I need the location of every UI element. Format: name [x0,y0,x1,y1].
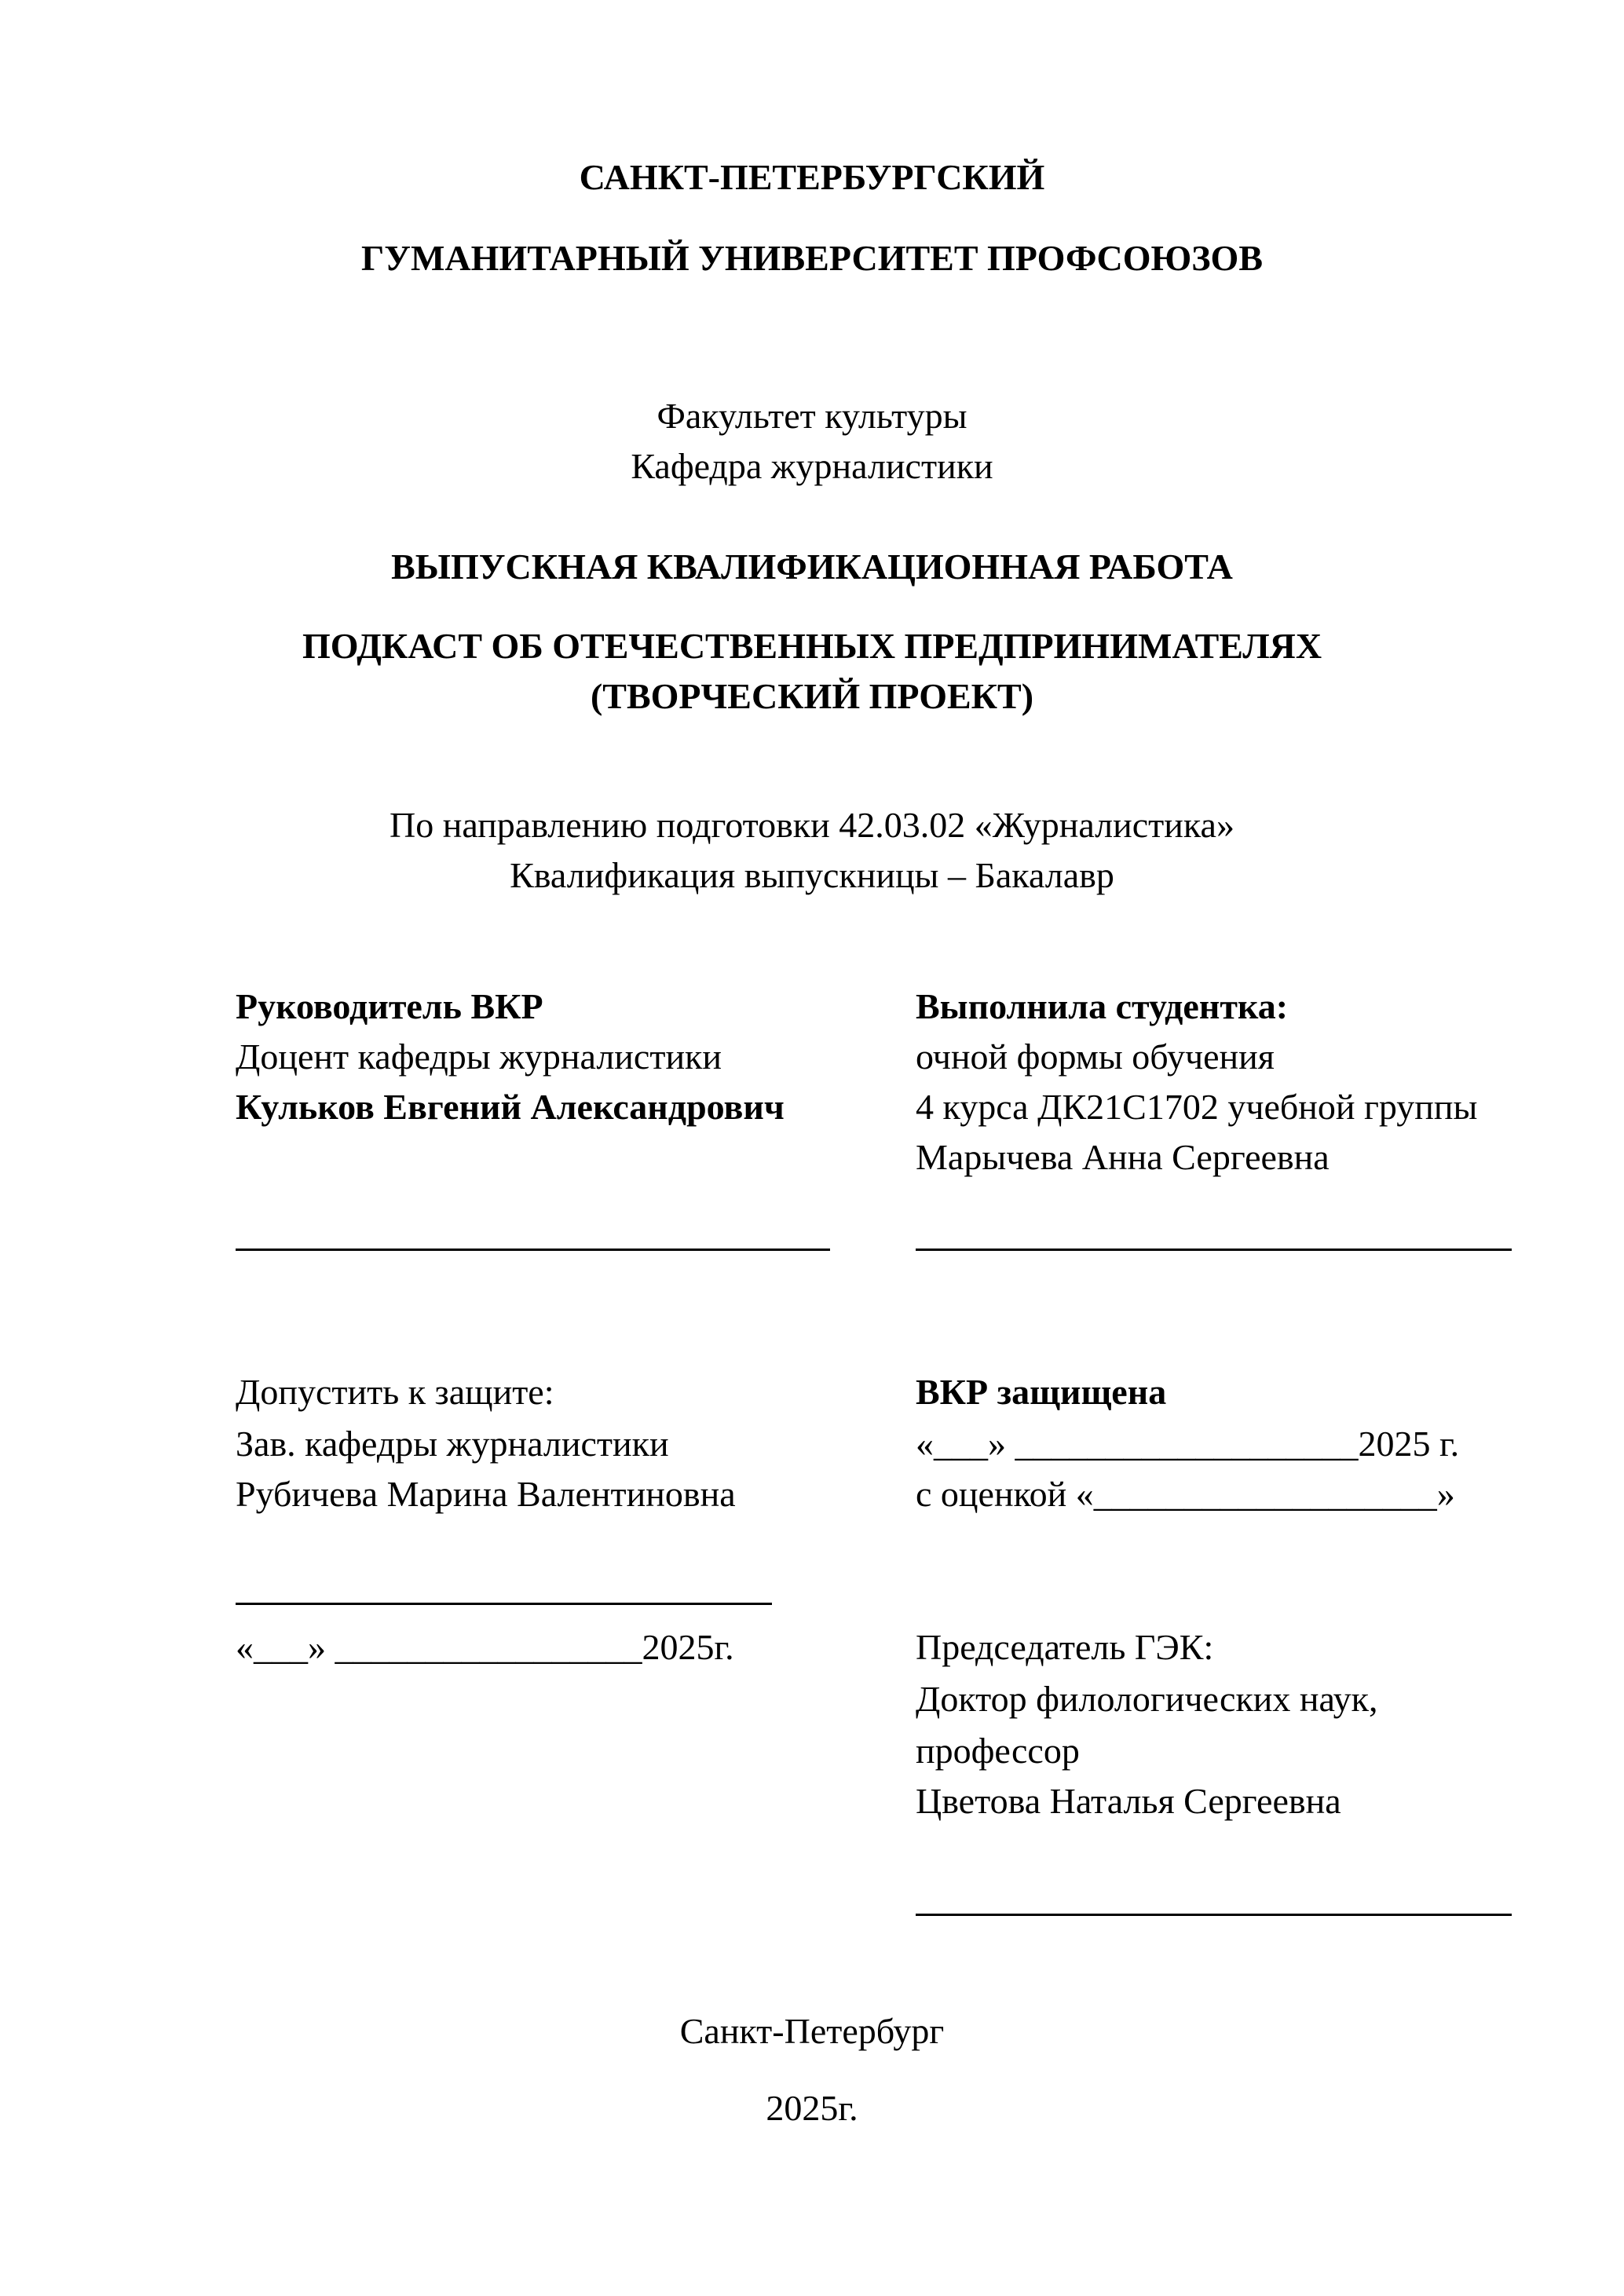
student-study-form: очной формы обучения [916,1036,1275,1077]
work-type: ВЫПУСКНАЯ КВАЛИФИКАЦИОННАЯ РАБОТА [391,547,1233,587]
student-heading: Выполнила студентка: [916,986,1289,1026]
chair-name: Цветова Наталья Сергеевна [916,1781,1341,1821]
admission-signature-line [236,1603,772,1605]
qualification: Квалификация выпускницы – Бакалавр [510,855,1114,895]
defense-date: «___» ___________________2025 г. [916,1424,1460,1464]
chair-degree: Доктор филологических наук, [916,1679,1378,1719]
admission-name: Рубичева Марина Валентиновна [236,1474,736,1514]
department: Кафедра журналистики [631,446,993,486]
chair-signature-line [916,1914,1512,1916]
university-name-line2: ГУМАНИТАРНЫЙ УНИВЕРСИТЕТ ПРОФСОЮЗОВ [360,238,1264,278]
chair-heading: Председатель ГЭК: [916,1627,1214,1667]
work-title-line1: ПОДКАСТ ОБ ОТЕЧЕСТВЕННЫХ ПРЕДПРИНИМАТЕЛЯХ [302,626,1322,666]
admission-position: Зав. кафедры журналистики [236,1424,669,1464]
study-direction: По направлению подготовки 42.03.02 «Журналистика» [390,805,1234,845]
supervisor-signature-line [236,1249,830,1251]
faculty: Факультет культуры [657,396,967,436]
city: Санкт-Петербург [679,2011,945,2051]
student-name: Марычева Анна Сергеевна [916,1137,1330,1177]
defense-grade: с оценкой «___________________» [916,1474,1455,1514]
admission-heading: Допустить к защите: [236,1372,554,1412]
student-signature-line [916,1249,1512,1251]
year: 2025г. [766,2088,858,2128]
defense-heading: ВКР защищена [916,1372,1167,1412]
university-name-line1: САНКТ-ПЕТЕРБУРГСКИЙ [579,157,1045,197]
supervisor-name: Кульков Евгений Александрович [236,1087,785,1127]
student-group: 4 курса ДК21С1702 учебной группы [916,1087,1478,1127]
admission-date: «___» _________________2025г. [236,1627,734,1667]
work-title-line2: (ТВОРЧЕСКИЙ ПРОЕКТ) [590,676,1034,716]
supervisor-position: Доцент кафедры журналистики [236,1036,722,1077]
chair-title: профессор [916,1731,1080,1771]
supervisor-heading: Руководитель ВКР [236,986,543,1026]
